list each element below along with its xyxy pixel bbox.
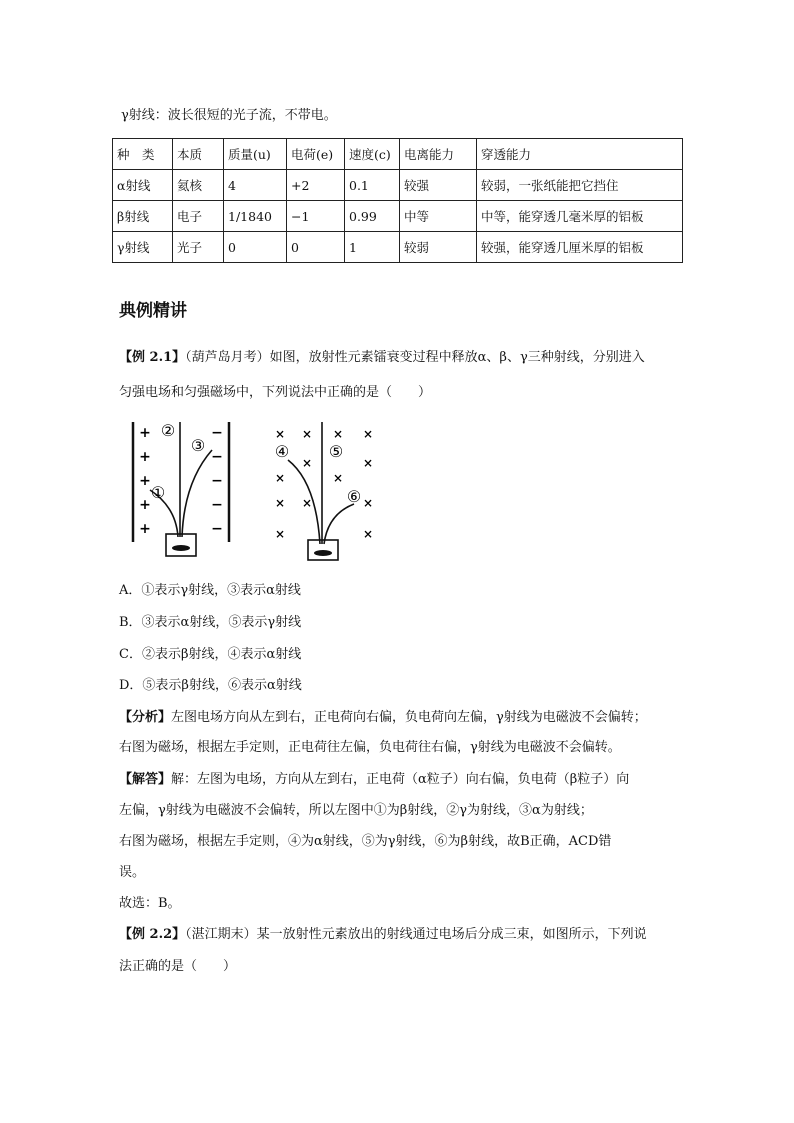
table-cell: 0 bbox=[287, 232, 345, 263]
table-header-cell: 本质 bbox=[173, 139, 224, 170]
plus-sign: + bbox=[139, 449, 151, 465]
analysis-line2: 右图为磁场，根据左手定则，正电荷往左偏，负电荷往右偏，γ射线为电磁波不会偏转。 bbox=[119, 740, 621, 755]
minus-sign: − bbox=[211, 521, 223, 537]
plus-sign: + bbox=[139, 521, 151, 537]
intro-line: γ射线：波长很短的光子流，不带电。 bbox=[121, 108, 337, 123]
cross-mark: × bbox=[274, 527, 286, 541]
table-header-cell: 质量(u) bbox=[224, 139, 287, 170]
cross-mark: × bbox=[301, 456, 313, 470]
example2-text: （湛江期末）某一放射性元素放出的射线通过电场后分成三束，如图所示，下列说 bbox=[185, 927, 647, 942]
minus-sign: − bbox=[211, 473, 223, 489]
option-c: C．②表示β射线，④表示α射线 bbox=[119, 647, 302, 662]
minus-sign: − bbox=[211, 449, 223, 465]
table-header-cell: 电荷(e) bbox=[287, 139, 345, 170]
table-cell: 较强，能穿透几厘米厚的铝板 bbox=[477, 232, 683, 263]
table-cell: 1 bbox=[345, 232, 400, 263]
table-header-cell: 电离能力 bbox=[400, 139, 477, 170]
example1-text: （葫芦岛月考）如图，放射性元素镭衰变过程中释放α、β、γ三种射线，分别进入 bbox=[185, 350, 645, 365]
table-row bbox=[113, 170, 683, 201]
minus-sign: − bbox=[211, 425, 223, 441]
magnetic-field-crosses bbox=[275, 427, 373, 541]
analysis-tag: 【分析】 bbox=[119, 710, 172, 725]
table-row bbox=[113, 201, 683, 232]
plus-sign: + bbox=[139, 497, 151, 513]
table-header-cell: 穿透能力 bbox=[477, 139, 683, 170]
table-cell: 1/1840 bbox=[224, 201, 287, 232]
cross-mark: × bbox=[362, 456, 374, 470]
cross-mark: × bbox=[301, 427, 313, 441]
table-cell: α射线 bbox=[113, 170, 173, 201]
cross-mark: × bbox=[274, 427, 286, 441]
table-cell: 中等，能穿透几毫米厚的铝板 bbox=[477, 201, 683, 232]
minus-sign: − bbox=[211, 497, 223, 513]
section-title: 典例精讲 bbox=[119, 301, 187, 321]
cross-mark: × bbox=[362, 527, 374, 541]
option-a: A．①表示γ射线，③表示α射线 bbox=[119, 583, 301, 598]
plus-sign: + bbox=[139, 473, 151, 489]
table-header-cell: 种 类 bbox=[113, 139, 173, 170]
radium-source bbox=[314, 550, 332, 556]
table-cell: 氦核 bbox=[173, 170, 224, 201]
table-cell: 较弱，一张纸能把它挡住 bbox=[477, 170, 683, 201]
ray-path-3 bbox=[182, 450, 212, 537]
option-d: D．⑤表示β射线，⑥表示α射线 bbox=[119, 678, 302, 693]
answer-text: 解：左图为电场，方向从左到右，正电荷（α粒子）向右偏，负电荷（β粒子）向 bbox=[171, 772, 630, 787]
cross-mark: × bbox=[362, 496, 374, 510]
answer-line4: 误。 bbox=[119, 865, 146, 880]
cross-mark: × bbox=[362, 427, 374, 441]
label-6: ⑥ bbox=[346, 487, 362, 506]
table-cell: γ射线 bbox=[113, 232, 173, 263]
table-cell: 电子 bbox=[173, 201, 224, 232]
label-3: ③ bbox=[190, 436, 206, 455]
plus-sign: + bbox=[139, 425, 151, 441]
table-row bbox=[113, 232, 683, 263]
example2-line1 bbox=[119, 926, 647, 944]
radiation-deflection-figure bbox=[118, 412, 380, 562]
example1-tag: 【例 2.1】 bbox=[119, 350, 186, 365]
cross-mark: × bbox=[274, 496, 286, 510]
label-4: ④ bbox=[274, 442, 290, 461]
table-header-row bbox=[113, 139, 683, 170]
answer-line1 bbox=[119, 771, 629, 789]
table-cell: 0.1 bbox=[345, 170, 400, 201]
example2-line2: 法正确的是（ ） bbox=[119, 959, 237, 974]
radiation-table bbox=[112, 138, 683, 263]
radium-source bbox=[172, 545, 190, 551]
example1-line2: 匀强电场和匀强磁场中，下列说法中正确的是（ ） bbox=[119, 385, 432, 400]
label-5: ⑤ bbox=[328, 442, 344, 461]
table-cell: 4 bbox=[224, 170, 287, 201]
answer-tag: 【解答】 bbox=[119, 772, 172, 787]
analysis-text: 左图电场方向从左到右，正电荷向右偏，负电荷向左偏，γ射线为电磁波不会偏转； bbox=[171, 710, 647, 725]
label-2: ② bbox=[160, 421, 176, 440]
table-cell: +2 bbox=[287, 170, 345, 201]
table-cell: −1 bbox=[287, 201, 345, 232]
cross-mark: × bbox=[301, 496, 313, 510]
table-cell: 较弱 bbox=[400, 232, 477, 263]
ray-path-6 bbox=[324, 504, 354, 544]
table-cell: 较强 bbox=[400, 170, 477, 201]
analysis-line1 bbox=[119, 709, 647, 727]
cross-mark: × bbox=[332, 471, 344, 485]
table-header-cell: 速度(c) bbox=[345, 139, 400, 170]
cross-mark: × bbox=[332, 427, 344, 441]
answer-line2: 左偏，γ射线为电磁波不会偏转，所以左图中①为β射线，②γ为射线，③α为射线； bbox=[119, 803, 593, 818]
table-cell: 0.99 bbox=[345, 201, 400, 232]
table-cell: β射线 bbox=[113, 201, 173, 232]
cross-mark: × bbox=[274, 471, 286, 485]
answer-line3: 右图为磁场，根据左手定则，④为α射线，⑤为γ射线，⑥为β射线，故B正确，ACD错 bbox=[119, 834, 612, 849]
answer-choice: 故选：B。 bbox=[119, 896, 181, 911]
example1-line1 bbox=[119, 349, 645, 367]
option-b: B．③表示α射线，⑤表示γ射线 bbox=[119, 615, 302, 630]
table-cell: 0 bbox=[224, 232, 287, 263]
example2-tag: 【例 2.2】 bbox=[119, 927, 186, 942]
table-cell: 中等 bbox=[400, 201, 477, 232]
label-1: ① bbox=[150, 483, 166, 502]
table-cell: 光子 bbox=[173, 232, 224, 263]
